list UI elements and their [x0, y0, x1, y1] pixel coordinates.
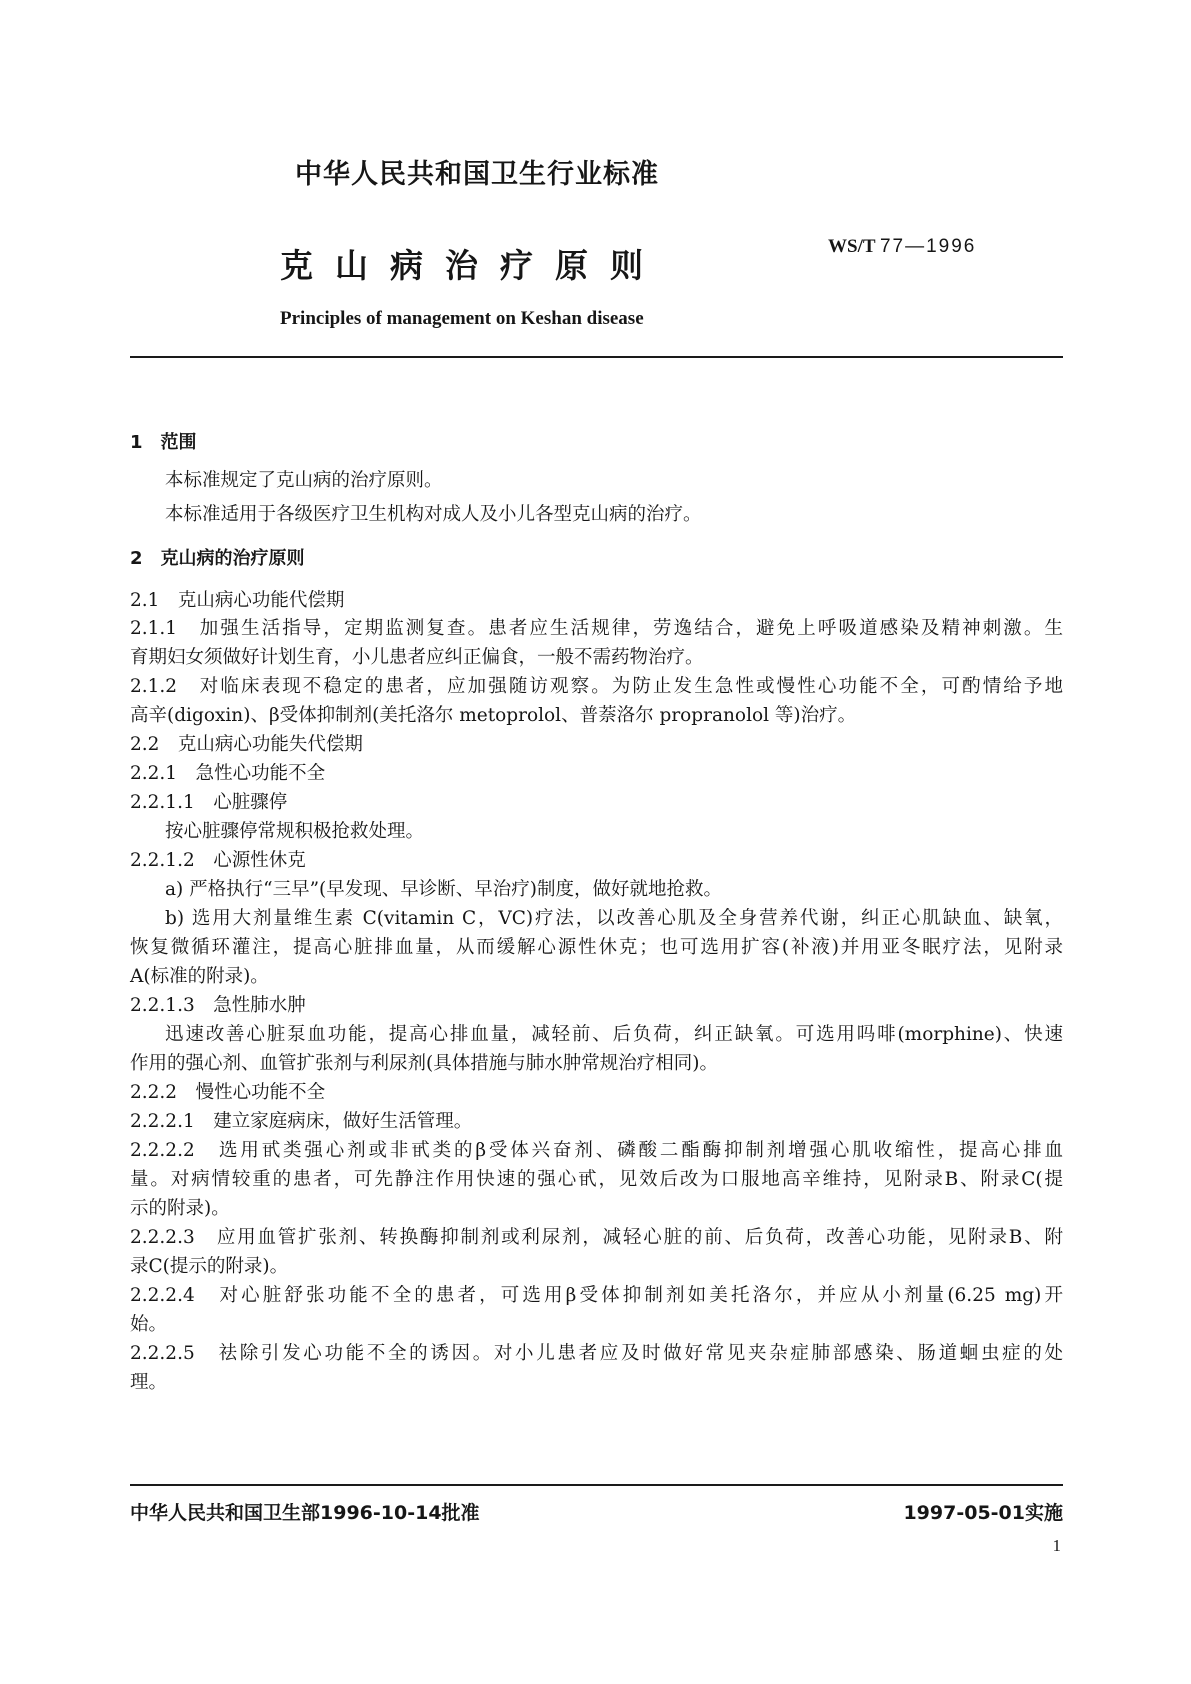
approval-note: 中华人民共和国卫生部1996-10-14批准 — [130, 1502, 480, 1524]
clause-text: 2.2.2.5 祛除引发心功能不全的诱因。对小儿患者应及时做好常见夹杂症肺部感染、肠道蛔虫症的处 — [130, 1343, 1063, 1364]
header-divider — [130, 356, 1063, 358]
clause-text: 2.2.2.3 应用血管扩张剂、转换酶抑制剂或利尿剂，减轻心脏的前、后负荷，改善心功能，见附录B、附 — [130, 1227, 1063, 1248]
clause-text: 量。对病情较重的患者，可先静注作用快速的强心甙，见效后改为口服地高辛维持，见附录B、附录C(提 — [130, 1169, 1063, 1190]
clause-text: 录C(提示的附录)。 — [130, 1256, 289, 1277]
standard-category: 中华人民共和国卫生行业标准 — [295, 159, 659, 190]
effective-date: 1997-05-01实施 — [903, 1502, 1063, 1524]
list-item: 恢复微循环灌注，提高心脏排血量，从而缓解心源性休克；也可选用扩容(补液)并用亚冬眠疗法，见附录 — [130, 937, 1063, 958]
list-item: A(标准的附录)。 — [130, 966, 269, 987]
clause-text: 迅速改善心脏泵血功能，提高心排血量，减轻前、后负荷，纠正缺氧。可选用吗啡(morphine)、快速 — [165, 1024, 1063, 1045]
document-title-english: Principles of management on Keshan disease — [280, 308, 644, 329]
list-item: b) 选用大剂量维生素 C(vitamin C，VC)疗法，以改善心肌及全身营养代谢，纠正心肌缺血、缺氧， — [165, 908, 1063, 929]
standard-code-number: 77—1996 — [879, 236, 977, 257]
document-title: 克山病治疗原则 — [280, 246, 665, 285]
clause-text: 按心脏骤停常规积极抢救处理。 — [165, 821, 425, 842]
list-item: a) 严格执行“三早”(早发现、早诊断、早治疗)制度，做好就地抢救。 — [165, 879, 722, 900]
standard-code — [828, 236, 976, 258]
clause-heading: 2.2.1 急性心功能不全 — [130, 763, 326, 784]
clause-text: 2.1.2 对临床表现不稳定的患者，应加强随访观察。为防止发生急性或慢性心功能不全，可酌情给予地 — [130, 676, 1063, 697]
clause-heading: 2.2 克山病心功能失代偿期 — [130, 734, 363, 755]
clause-text: 2.2.2.2 选用甙类强心剂或非甙类的β受体兴奋剂、磷酸二酯酶抑制剂增强心肌收缩性，提高心排血 — [130, 1140, 1063, 1161]
footer-divider — [130, 1484, 1063, 1486]
standard-code-prefix: WS/T — [828, 236, 876, 257]
clause-heading: 2.2.1.1 心脏骤停 — [130, 792, 288, 813]
clause-heading: 2.2.1.3 急性肺水肿 — [130, 995, 306, 1016]
clause-text: 理。 — [130, 1372, 168, 1393]
clause-heading: 2.1 克山病心功能代偿期 — [130, 590, 345, 611]
clause-text: 育期妇女须做好计划生育，小儿患者应纠正偏食，一般不需药物治疗。 — [130, 647, 704, 668]
clause-text: 高辛(digoxin)、β受体抑制剂(美托洛尔 metoprolol、普萘洛尔 propranolol 等)治疗。 — [130, 705, 857, 726]
page-number: 1 — [1052, 1536, 1061, 1555]
clause-text: 作用的强心剂、血管扩张剂与利尿剂(具体措施与肺水肿常规治疗相同)。 — [130, 1053, 718, 1074]
clause-heading: 2.2.2 慢性心功能不全 — [130, 1082, 326, 1103]
section-heading: 1 范围 — [130, 432, 197, 453]
clause-text: 示的附录)。 — [130, 1198, 230, 1219]
paragraph: 本标准适用于各级医疗卫生机构对成人及小儿各型克山病的治疗。 — [165, 504, 702, 525]
clause-text: 2.2.2.4 对心脏舒张功能不全的患者，可选用β受体抑制剂如美托洛尔，并应从小剂量(6.25 mg)开 — [130, 1285, 1063, 1306]
clause-heading: 2.2.1.2 心源性休克 — [130, 850, 306, 871]
paragraph: 本标准规定了克山病的治疗原则。 — [165, 470, 443, 491]
section-heading: 2 克山病的治疗原则 — [130, 548, 305, 569]
clause-text: 2.2.2.1 建立家庭病床，做好生活管理。 — [130, 1111, 473, 1132]
clause-text: 始。 — [130, 1314, 168, 1335]
clause-text: 2.1.1 加强生活指导，定期监测复查。患者应生活规律，劳逸结合，避免上呼吸道感染及精神刺激。生 — [130, 618, 1063, 639]
